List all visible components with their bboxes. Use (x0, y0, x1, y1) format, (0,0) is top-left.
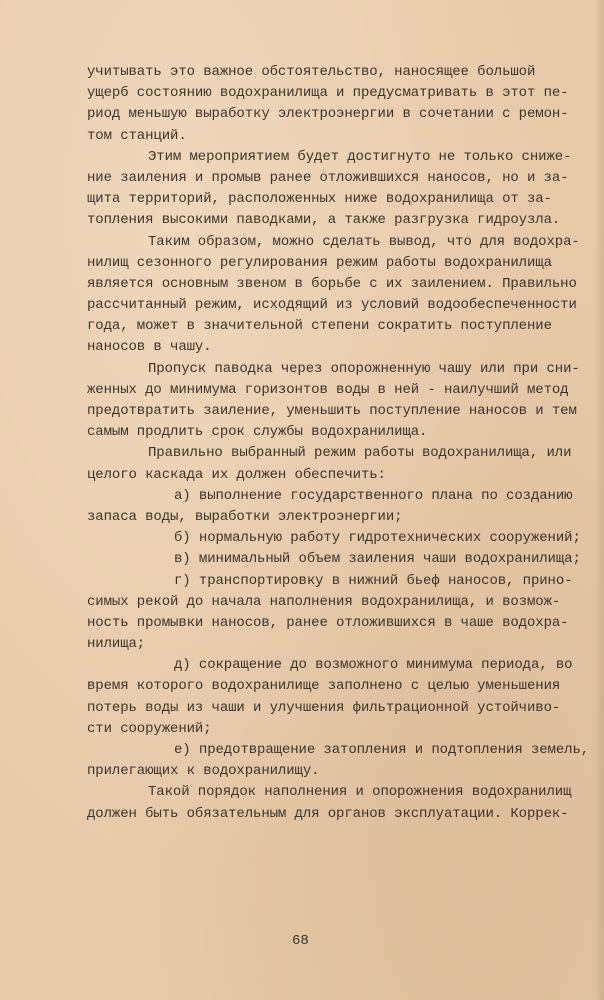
text-line: должен быть обязательным для органов эксплуатации. Коррек- (87, 805, 569, 822)
text-line: наносов в чашу. (87, 339, 212, 356)
text-line: самым продлить срок службы водохранилища. (87, 424, 428, 441)
text-line: время которого водохранилище заполнено с целью уменьшения (87, 678, 561, 695)
text-line: учитывать это важное обстоятельство, наносящее большой (87, 64, 536, 80)
body-text (0, 62, 604, 825)
text-line: Правильно выбранный режим работы водохранилища, или (148, 445, 572, 462)
text-line: Таким образом, можно сделать вывод, что для водохра- (148, 233, 580, 250)
text-line: Этим мероприятием будет достигнуто не только сниже- (148, 148, 572, 165)
text-line: года, может в значительной степени сократить поступление (87, 318, 552, 335)
text-line: щита территорий, расположенных ниже водохранилища от за- (87, 191, 552, 208)
text-line: предотвратить заиление, уменьшить поступление наносов и тем (87, 403, 577, 419)
text-line: б) нормальную работу гидротехнических сооружений; (174, 530, 581, 547)
text-line: ность промывки наносов, ранее отложившихся в чаше водохра- (87, 614, 569, 631)
text-line: целого каскада их должен обеспечить: (87, 466, 386, 483)
text-line: риод меньшую выработку электроэнергии в сочетании с ремон- (87, 106, 569, 123)
text-line: е) предотвращение затопления и подтопления земель, (174, 742, 590, 758)
text-line: д) сокращение до возможного минимума периода, во (174, 657, 573, 674)
text-line: рассчитанный режим, исходящий из условий водообеспеченности (87, 297, 577, 314)
text-line: нилища; (87, 636, 146, 653)
text-line: ние заиления и промыв ранее отложившихся наносов, но и за- (87, 169, 569, 186)
text-line: Пропуск паводка через опорожненную чашу или при сни- (148, 360, 580, 377)
text-line: г) транспортировку в нижний бьеф наносов, прино- (174, 572, 573, 589)
text-line: ущерб состоянию водохранилища и предусматривать в этот пе- (87, 85, 569, 102)
text-line: Такой порядок наполнения и опорожнения водохранилищ (148, 784, 572, 801)
page-edge-shadow (594, 0, 604, 1000)
text-line: топления высокими паводками, а также разгрузка гидроузла. (87, 212, 561, 229)
text-line: женных до минимума горизонтов воды в ней - наилучший метод (87, 381, 569, 398)
text-line: является основным звеном в борьбе с их заилением. Правильно (87, 275, 577, 292)
page-number: 68 (292, 933, 309, 949)
text-line: симых рекой до начала наполнения водохранилища, и возмож- (87, 593, 561, 610)
text-line: потерь воды из чаши и улучшения фильтрационной устойчиво- (87, 699, 561, 716)
text-line: сти сооружений; (87, 720, 212, 737)
text-line: запаса воды, выработки электроэнергии; (87, 508, 403, 525)
text-line: нилищ сезонного регулирования режим работы водохранилища (87, 254, 552, 271)
text-line: том станций. (87, 127, 187, 144)
text-line: а) выполнение государственного плана по созданию (174, 487, 573, 504)
text-line: в) минимальный объем заиления чаши водохранилища; (174, 551, 581, 568)
text-line: прилегающих к водохранилищу. (87, 763, 320, 780)
